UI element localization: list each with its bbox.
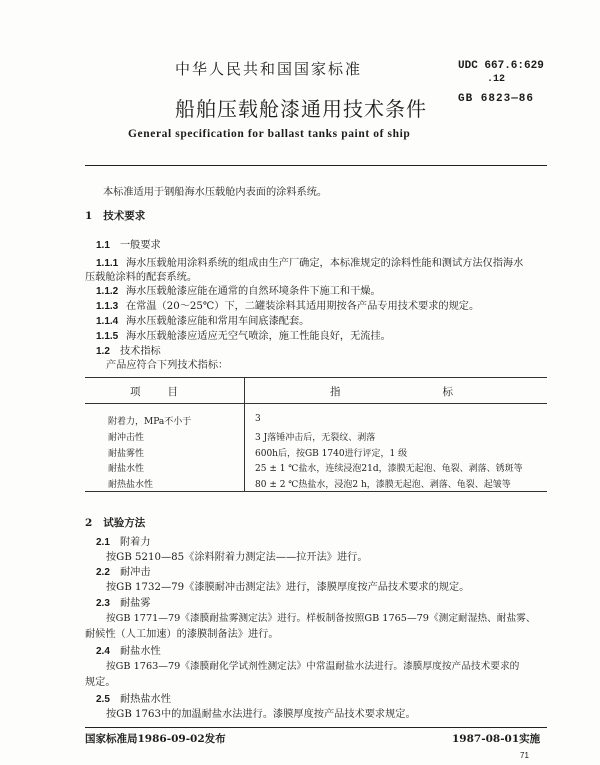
clause-number: 1.1.5	[96, 331, 119, 342]
clause-2-5-text: 按GB 1763中的加温耐盐水法进行。漆膜厚度按产品技术要求规定。	[106, 709, 416, 720]
clause-number: 2.1	[96, 537, 110, 548]
table-cell-item: 耐热盐水性	[108, 480, 154, 490]
clause-title: 附着力	[120, 537, 151, 548]
table-header-index: 指 标	[330, 386, 455, 398]
table-cell-item: 附着力，MPa不小于	[108, 417, 192, 427]
clause-number: 2.3	[96, 598, 110, 609]
clause-number: 1.1.4	[96, 316, 119, 327]
clause-title: 技术指标	[120, 346, 161, 357]
document-title-en: General specification for ballast tanks paint of ship	[128, 128, 411, 140]
clause-1-1-4	[96, 312, 309, 327]
clause-2-2-text: 按GB 1732—79《漆膜耐冲击测定法》进行，漆膜厚度按产品技术要求的规定。	[106, 582, 470, 593]
table-top-border	[85, 377, 547, 378]
table-bottom-border	[85, 491, 547, 492]
table-cell-value: 600h后，按GB 1740进行评定，1 级	[255, 449, 408, 459]
clause-1-1-3	[96, 297, 479, 312]
clause-title: 耐热盐水性	[120, 694, 171, 705]
clause-number: 1.2	[96, 346, 110, 357]
clause-2-4-text: 按GB 1763—79《漆膜耐化学试剂性测定法》中常温耐盐水法进行。漆膜厚度按产品技术要求的	[106, 661, 520, 672]
page-number: 71	[520, 751, 529, 760]
effective-date: 1987-08-01实施	[452, 733, 541, 745]
document-title: 船舶压载舱漆通用技术条件	[175, 97, 427, 121]
clause-2-3	[96, 594, 151, 609]
clause-number: 1.1.3	[96, 301, 119, 312]
clause-1-1-1	[96, 254, 523, 269]
clause-text: 在常温（20～25℃）下，二罐装涂料其适用期按各产品专用技术要求的规定。	[126, 301, 480, 312]
gb-number: GB 6823—86	[458, 93, 535, 105]
table-cell-value: 80 ± 2 ℃热盐水，浸泡2 h，漆膜无起泡、剥落、龟裂、起皱等	[255, 480, 511, 490]
clause-1-1	[96, 236, 161, 251]
clause-title: 耐盐雾	[120, 598, 151, 609]
header-rule	[85, 165, 547, 166]
clause-2-3-text-continued: 耐候性（人工加速）的漆膜制备法》进行。	[85, 629, 279, 640]
clause-2-1	[96, 533, 151, 548]
table-cell-item: 耐盐雾性	[108, 449, 145, 459]
clause-number: 2.4	[96, 646, 110, 657]
table-header-item: 项 目	[130, 386, 180, 398]
clause-title: 一般要求	[120, 240, 161, 251]
clause-text: 海水压载舱漆应适应无空气喷涂，施工性能良好，无流挂。	[126, 331, 391, 342]
table-header-border	[85, 403, 547, 404]
standard-type: 中华人民共和国国家标准	[175, 60, 363, 78]
clause-1-1-1-continued: 压载舱涂料的配套系统。	[85, 272, 198, 283]
footer-rule	[85, 727, 547, 728]
section-title: 试验方法	[103, 517, 146, 529]
clause-text: 海水压载舱漆应能和常用车间底漆配套。	[126, 316, 310, 327]
clause-number: 1.1.1	[96, 258, 119, 269]
clause-2-1-text: 按GB 5210—85《涂料附着力测定法——拉开法》进行。	[106, 552, 368, 563]
clause-number: 2.5	[96, 694, 110, 705]
table-cell-item: 耐冲击性	[108, 433, 145, 443]
clause-text: 海水压载舱漆应能在通常的自然环境条件下施工和干燥。	[126, 286, 381, 297]
intro-paragraph: 本标准适用于钢船海水压载舱内表面的涂料系统。	[103, 187, 328, 198]
clause-text: 海水压载舱用涂料系统的组成由生产厂确定，本标准规定的涂料性能和测试方法仅指海水	[126, 258, 524, 269]
clause-2-2	[96, 563, 151, 578]
table-column-divider	[244, 377, 245, 491]
clause-1-1-2	[96, 282, 381, 297]
table-cell-value: 3	[255, 414, 261, 424]
clause-2-4	[96, 642, 161, 657]
table-lead-text: 产品应符合下列技术指标：	[106, 360, 229, 371]
section-heading	[85, 515, 145, 530]
clause-1-2	[96, 342, 161, 357]
section-heading	[85, 208, 145, 223]
table-cell-item: 耐盐水性	[108, 464, 145, 474]
clause-2-5	[96, 690, 171, 705]
clause-number: 2.2	[96, 567, 110, 578]
clause-number: 1.1.2	[96, 286, 119, 297]
clause-2-4-text-continued: 规定。	[85, 677, 116, 688]
table-cell-value: 3 J落锤冲击后，无裂纹、剥落	[255, 433, 376, 443]
clause-title: 耐盐水性	[120, 646, 161, 657]
clause-1-1-5	[96, 327, 391, 342]
section-number: 2	[85, 517, 93, 529]
table-cell-value: 25 ± 1 ℃盐水，连续浸泡21d，漆膜无起泡、龟裂、剥落、锈斑等	[255, 464, 523, 474]
clause-2-3-text: 按GB 1771—79《漆膜耐盐雾测定法》进行。样板制备按照GB 1765—79《测定耐湿热、耐盐雾、	[106, 613, 536, 624]
issue-date: 国家标准局1986-09-02发布	[85, 733, 226, 745]
clause-number: 1.1	[96, 240, 110, 251]
udc-code-suffix: .12	[487, 74, 506, 85]
clause-title: 耐冲击	[120, 567, 151, 578]
section-title: 技术要求	[103, 210, 146, 222]
udc-code: UDC 667.6:629	[458, 60, 544, 72]
section-number: 1	[85, 210, 93, 222]
